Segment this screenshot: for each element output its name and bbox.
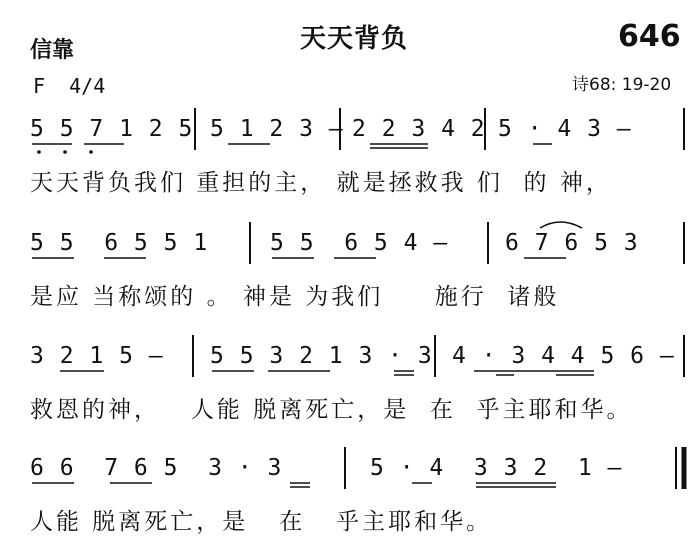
- lyrics-line: 是应 当称颂的 。 神是 为我们 施行 诸般: [30, 284, 560, 310]
- slur: [540, 222, 582, 228]
- measure-notes: 6 6 7 6 5 3 · 3: [30, 455, 283, 481]
- measure-notes: 5 5 7 1 2 5: [30, 116, 194, 142]
- measure-notes: 5 · 4 3 –: [498, 116, 632, 142]
- measure-notes: 5 5 3 2 1 3 · 3: [210, 343, 433, 369]
- hymn-title: 天天背负: [300, 24, 409, 54]
- measure-notes: 5 · 4 3 3 2 1 –: [370, 455, 623, 481]
- measure-notes: 2 2 3 4 2: [352, 116, 486, 142]
- key-time-signature: F 4/4: [33, 74, 106, 98]
- measure-notes: 5 5 6 5 5 1: [30, 230, 209, 256]
- hymn-category: 信靠: [30, 38, 75, 63]
- measure-notes: 5 1 2 3 –: [210, 116, 344, 142]
- lyrics-line: 天天背负我们 重担的主， 就是拯救我 们 的 神，: [30, 170, 612, 196]
- octave-dots: [37, 150, 93, 154]
- measure-notes: 4 · 3 4 4 5 6 –: [452, 343, 675, 369]
- scripture-reference: 诗68: 19-20: [572, 75, 672, 95]
- beams: [32, 144, 594, 487]
- lyrics-line: 人能 脱离死亡，是 在 乎主耶和华。: [30, 509, 493, 535]
- measure-notes: 6 7 6 5 3: [505, 230, 639, 256]
- measure-notes: 5 5 6 5 4 –: [270, 230, 449, 256]
- lyrics-line: 救恩的神， 人能 脱离死亡，是 在 乎主耶和华。: [30, 397, 633, 423]
- measure-notes: 3 2 1 5 –: [30, 343, 164, 369]
- hymn-number: 646: [618, 19, 681, 54]
- barlines: [193, 108, 684, 489]
